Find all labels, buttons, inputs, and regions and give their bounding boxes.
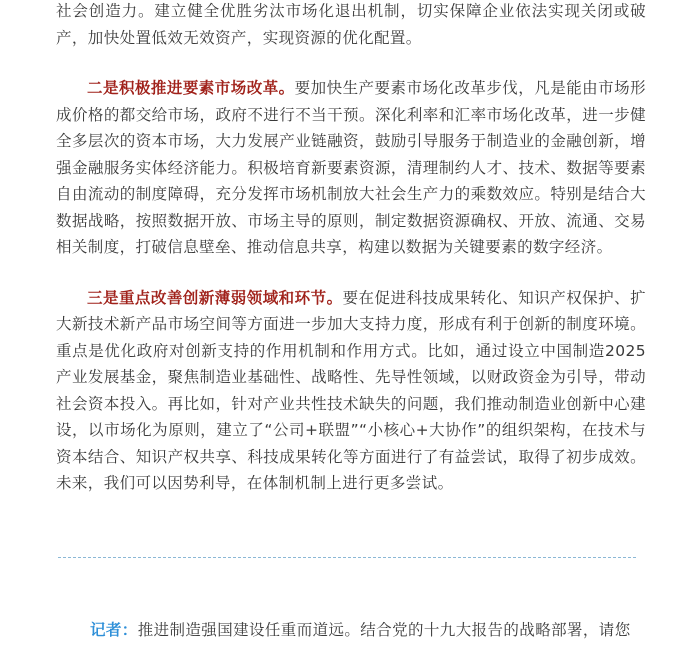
paragraph-innovation-weak-areas: [56, 285, 646, 497]
question-text: 推进制造强国建设任重而道远。结合党的十九大报告的战略部署，请您: [137, 621, 631, 639]
paragraph-lead: 二是积极推进要素市场改革。: [87, 79, 295, 97]
paragraph-market-exit: 社会创造力。建立健全优胜劣汰市场化退出机制，切实保障企业依法实现关闭或破产，加快处置低效无效资产，实现资源的优化配置。: [56, 2, 646, 47]
section-divider: [58, 557, 636, 558]
article-body: [56, 0, 646, 497]
paragraph-lead: 三是重点改善创新薄弱领域和环节。: [87, 288, 343, 307]
reporter-label: 记者：: [90, 621, 138, 639]
interview-question: [90, 617, 650, 643]
paragraph-factor-market-reform: [56, 75, 646, 261]
paragraph-gap: [56, 51, 646, 75]
paragraph-text: 要加快生产要素市场化改革步伐，凡是能由市场形成价格的都交给市场，政府不进行不当干预。深化利率和汇率市场化改革，进一步健全多层次的资本市场，大力发展产业链融资，鼓励引导服务于制造业的金融创新，增强金融服务实体经济能力。积极培育新要素资源，清理制约人才、技术、数据等要素自由流动的制度障碍，充分发挥市场机制放大社会生产力的乘数效应。特别是结合大数据战略，按照数据开放、市场主导的原则，制定数据资源确权、开放、流通、交易相关制度，打破信息壁垒、推动信息共享，构建以数据为关键要素的数字经济。: [56, 79, 646, 256]
paragraph-gap: [56, 261, 646, 285]
paragraph-text: 要在促进科技成果转化、知识产权保护、扩大新技术新产品市场空间等方面进一步加大支持力度，形成有利于创新的制度环境。重点是优化政府对创新支持的作用机制和作用方式。比如，通过设立中国制造2025产业发展基金，聚焦制造业基础性、战略性、先导性领域，以财政资金为引导，带动社会资本投入。再比如，针对产业共性技术缺失的问题，我们推动制造业创新中心建设，以市场化为原则，建立了“公司+联盟”“小核心+大协作”的组织架构，在技术与资本结合、知识产权共享、科技成果转化等方面进行了有益尝试，取得了初步成效。未来，我们可以因势利导，在体制机制上进行更多尝试。: [56, 288, 646, 492]
